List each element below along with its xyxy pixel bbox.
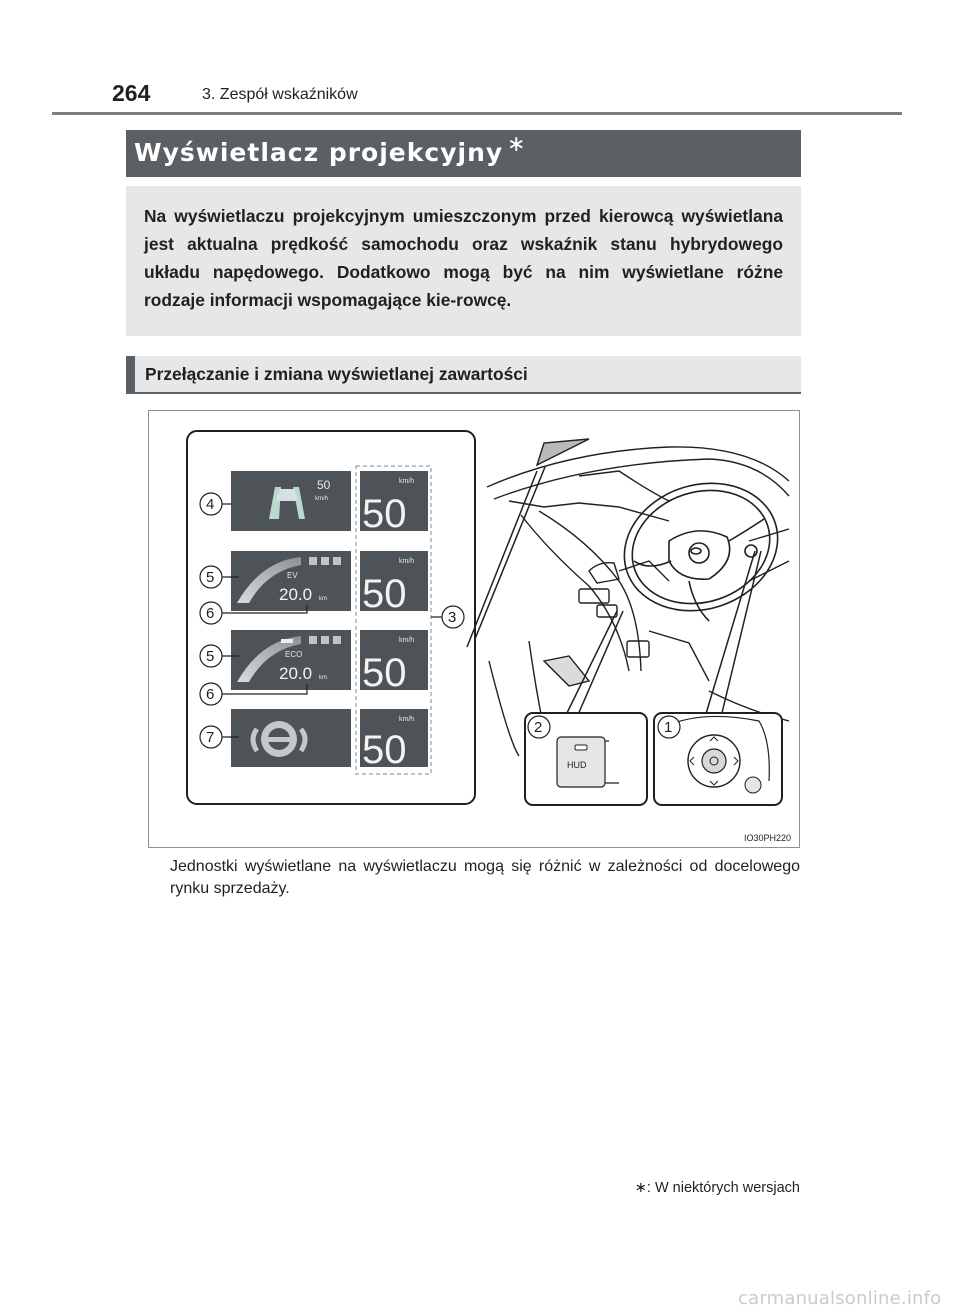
speed-value: 50 [362,728,407,772]
speed-unit: km/h [399,637,415,644]
callout-label: 5 [206,569,215,586]
callout-label: 7 [206,729,215,746]
distance-ev: 20.0 [279,585,313,604]
hud-illustration [149,411,800,848]
footnote-star: ∗ [634,1180,647,1196]
small-speed: 50 [317,478,331,492]
distance-unit-eco: km [319,675,327,681]
speed-display-1 [360,471,428,536]
note-text: Jednostki wyświetlane na wyświetlaczu mogą się różnić w zależności od docelowego rynku sprzedaży. [170,858,800,897]
subsection-bar [126,356,801,394]
mode-label-eco: ECO [285,650,303,659]
small-speed-unit: km/h [315,496,329,502]
section-title [134,132,527,167]
footnote [600,1180,800,1196]
panel-steering-warning [231,709,351,767]
callout-2-label: 2 [534,719,543,736]
hud-button-label: HUD [567,760,587,770]
intro-box [126,186,801,336]
chapter-title: 3. Zespół wskaźników [202,86,358,103]
speed-value: 50 [362,651,407,695]
dashboard-drawing [487,439,789,756]
callout-1-label: 1 [664,719,673,736]
speed-unit: km/h [399,716,415,723]
inset-hud-switch [525,713,647,805]
mode-label-ev: EV [287,571,298,580]
speed-display-4 [360,709,428,772]
subsection-title: Przełączanie i zmiana wyświetlanej zawartości [145,364,528,384]
callout-label: 6 [206,605,215,622]
speed-value: 50 [362,492,407,536]
distance-unit-ev: km [319,596,327,602]
header-rule [52,112,902,115]
footnote-text: : W niektórych wersjach [646,1180,800,1196]
panel-eco [231,630,351,690]
intro-text: Na wyświetlaczu projekcyjnym umieszczonym przed kierowcą wyświetlana jest aktualna prędkość samochodu oraz wskaźnik stanu hybrydowego układu napędowego. Dodatkowo mogą być na nim wyświetlane różne rodzaje informacji wspomagające kie-rowcę. [144,206,783,310]
callout-label: 4 [206,496,215,513]
speed-display-3 [360,630,428,695]
figure-id: IO30PH220 [743,833,791,843]
figure-frame [148,410,800,848]
panel-lane-assist [231,471,351,531]
distance-eco: 20.0 [279,664,313,683]
section-title-bar [126,130,801,177]
callout-label: 6 [206,686,215,703]
asterisk-mark: ∗ [507,132,527,157]
speed-value: 50 [362,572,407,616]
callout-label: 5 [206,648,215,665]
steering-wheel-drawing [608,464,795,630]
callout-label: 3 [448,609,457,626]
page-number: 264 [112,80,151,106]
page-header [112,80,902,116]
section-title-text: Wyświetlacz projekcyjny [134,138,504,167]
speed-unit: km/h [399,558,415,565]
watermark[interactable]: carmanualsonline.info [738,1288,942,1309]
panel-ev [231,551,351,611]
speed-display-2 [360,551,428,616]
speed-unit: km/h [399,478,415,485]
inset-steering-switch [654,713,782,805]
